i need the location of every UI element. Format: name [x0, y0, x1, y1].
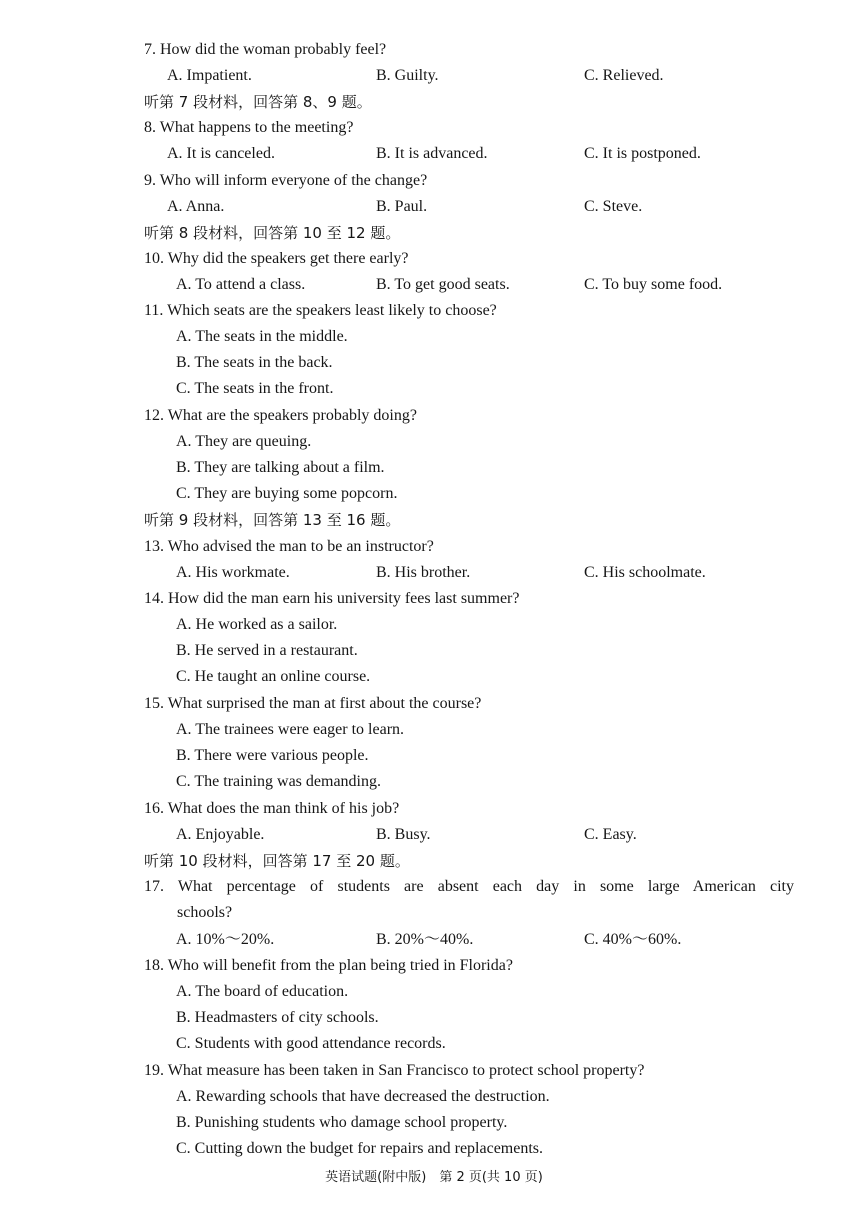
question-10-options: [0, 272, 868, 298]
q12-option-c: C. They are buying some popcorn.: [176, 485, 398, 502]
question-10: 10. Why did the speakers get there early?: [144, 250, 409, 267]
section-heading-8: 听第 8 段材料，回答第 10 至 12 题。: [144, 224, 401, 242]
q19-option-a: A. Rewarding schools that have decreased the destruction.: [176, 1088, 550, 1105]
question-9-options: [0, 194, 868, 220]
q10-option-a: A. To attend a class.: [176, 276, 306, 293]
q19-option-b: B. Punishing students who damage school property.: [176, 1114, 508, 1131]
q7-option-a: A. Impatient.: [167, 67, 252, 84]
section-heading-7: 听第 7 段材料，回答第 8、9 题。: [144, 93, 372, 111]
q9-option-c: C. Steve.: [584, 198, 643, 215]
question-8: 8. What happens to the meeting?: [144, 119, 354, 136]
question-8-options: [0, 141, 868, 167]
question-17-options: [0, 927, 868, 953]
question-7-options: [0, 63, 868, 89]
q17-option-c: C. 40%～60%.: [584, 931, 682, 948]
question-13: 13. Who advised the man to be an instructor?: [144, 538, 434, 555]
q8-option-b: B. It is advanced.: [376, 145, 488, 162]
q11-option-b: B. The seats in the back.: [176, 354, 333, 371]
q17-option-b: B. 20%～40%.: [376, 931, 474, 948]
q9-option-a: A. Anna.: [167, 198, 225, 215]
q8-option-a: A. It is canceled.: [167, 145, 275, 162]
q15-option-b: B. There were various people.: [176, 747, 369, 764]
q14-option-b: B. He served in a restaurant.: [176, 642, 358, 659]
q11-option-a: A. The seats in the middle.: [176, 328, 348, 345]
question-9: 9. Who will inform everyone of the change?: [144, 172, 428, 189]
q15-option-a: A. The trainees were eager to learn.: [176, 721, 405, 738]
question-13-options: [0, 560, 868, 586]
q11-option-c: C. The seats in the front.: [176, 380, 334, 397]
question-14: 14. How did the man earn his university fees last summer?: [144, 590, 520, 607]
question-17-line-2: schools?: [177, 904, 233, 921]
question-7: 7. How did the woman probably feel?: [144, 41, 387, 58]
question-19: 19. What measure has been taken in San Francisco to protect school property?: [144, 1062, 645, 1079]
section-heading-9: 听第 9 段材料，回答第 13 至 16 题。: [144, 511, 401, 529]
q18-option-a: A. The board of education.: [176, 983, 349, 1000]
q13-option-c: C. His schoolmate.: [584, 564, 706, 581]
question-16-options: [0, 822, 868, 848]
q16-option-a: A. Enjoyable.: [176, 826, 265, 843]
q13-option-a: A. His workmate.: [176, 564, 290, 581]
q10-option-c: C. To buy some food.: [584, 276, 723, 293]
q17-option-a: A. 10%～20%.: [176, 931, 275, 948]
question-16: 16. What does the man think of his job?: [144, 800, 400, 817]
question-17-line-1: 17. What percentage of students are absent each day in some large American city: [144, 878, 794, 895]
question-11: 11. Which seats are the speakers least likely to choose?: [144, 302, 497, 319]
q18-option-c: C. Students with good attendance records.: [176, 1035, 446, 1052]
section-heading-10: 听第 10 段材料，回答第 17 至 20 题。: [144, 852, 410, 870]
q10-option-b: B. To get good seats.: [376, 276, 510, 293]
q14-option-c: C. He taught an online course.: [176, 668, 371, 685]
page-footer: 英语试题(附中版) 第 2 页(共 10 页): [325, 1170, 543, 1185]
q8-option-c: C. It is postponed.: [584, 145, 701, 162]
q7-option-c: C. Relieved.: [584, 67, 664, 84]
q12-option-b: B. They are talking about a film.: [176, 459, 385, 476]
q15-option-c: C. The training was demanding.: [176, 773, 381, 790]
q16-option-b: B. Busy.: [376, 826, 431, 843]
question-15: 15. What surprised the man at first about the course?: [144, 695, 482, 712]
q19-option-c: C. Cutting down the budget for repairs and replacements.: [176, 1140, 544, 1157]
q16-option-c: C. Easy.: [584, 826, 637, 843]
q7-option-b: B. Guilty.: [376, 67, 439, 84]
q9-option-b: B. Paul.: [376, 198, 428, 215]
q14-option-a: A. He worked as a sailor.: [176, 616, 338, 633]
question-18: 18. Who will benefit from the plan being tried in Florida?: [144, 957, 513, 974]
q18-option-b: B. Headmasters of city schools.: [176, 1009, 379, 1026]
question-12: 12. What are the speakers probably doing?: [144, 407, 417, 424]
q12-option-a: A. They are queuing.: [176, 433, 312, 450]
q13-option-b: B. His brother.: [376, 564, 471, 581]
